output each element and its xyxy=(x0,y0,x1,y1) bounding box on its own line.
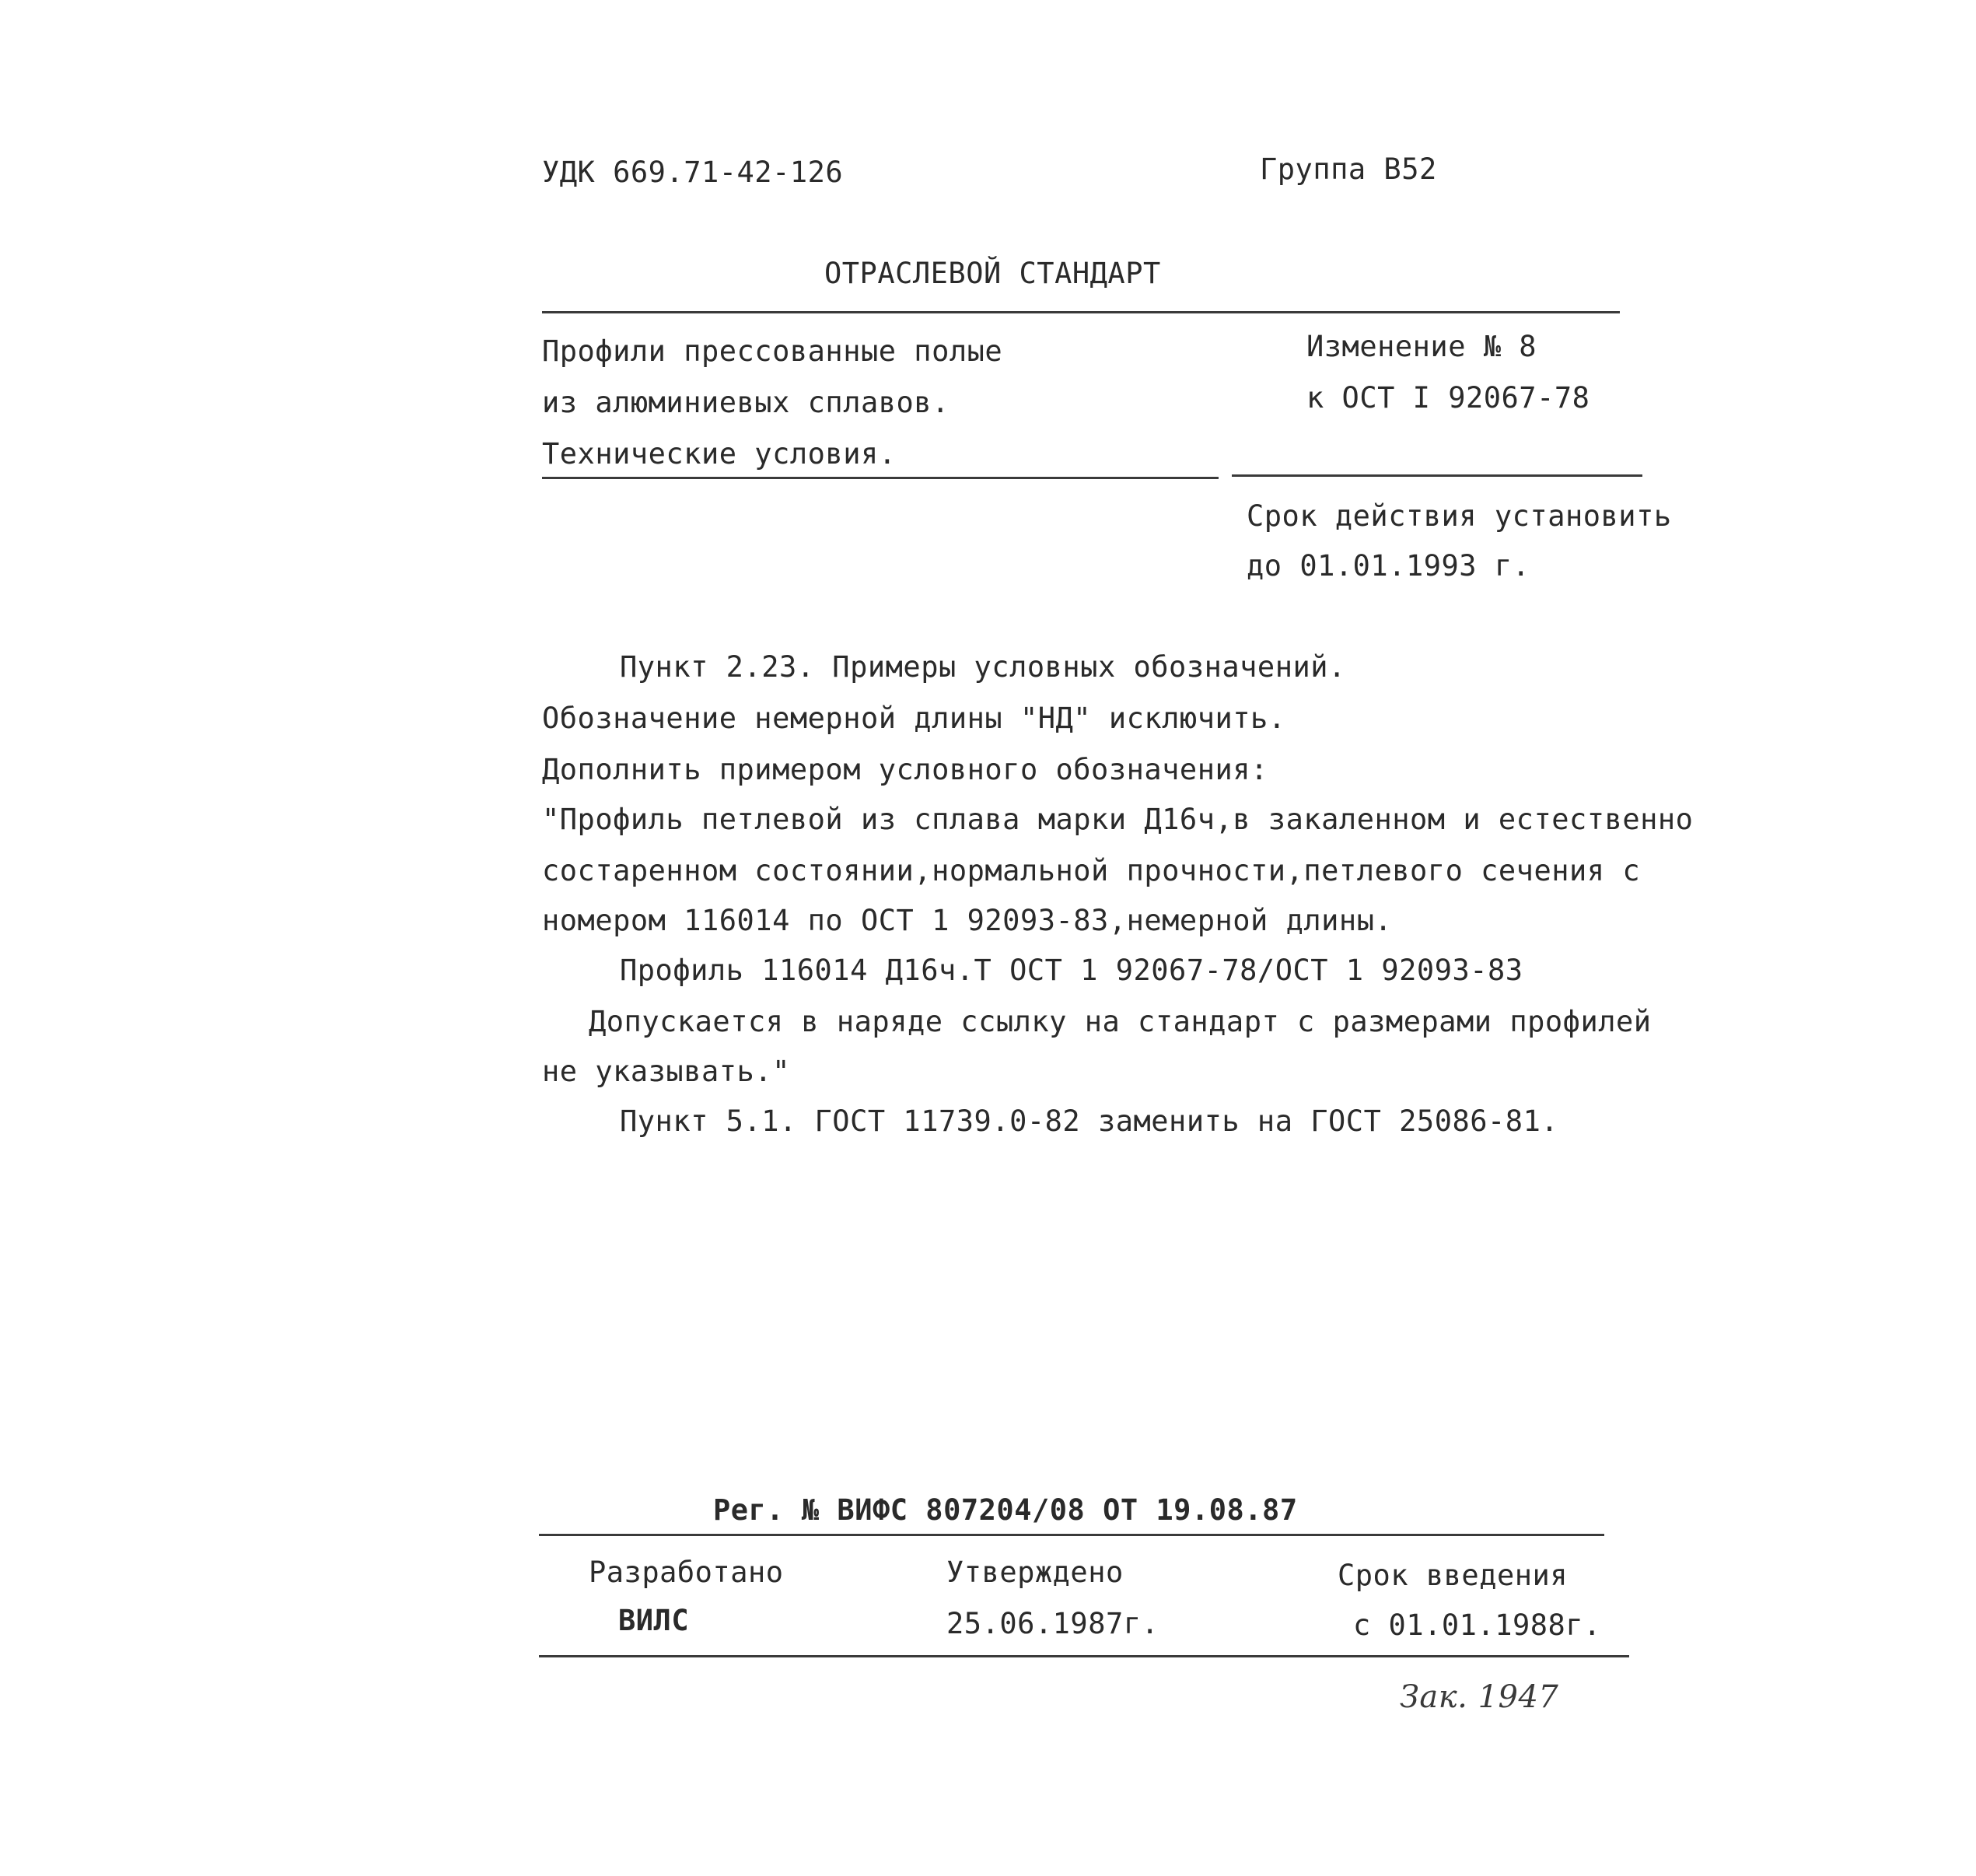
body-line-9: не указывать." xyxy=(542,1055,790,1088)
registration-number: Рег. № ВИФС 807204/08 ОТ 19.08.87 xyxy=(713,1493,1298,1527)
subject-line-2: из алюминиевых сплавов. xyxy=(542,386,950,419)
subject-line-1: Профили прессованные полые xyxy=(542,334,1003,368)
body-line-7: Профиль 116014 Д16ч.Т ОСТ 1 92067-78/ОСТ 1 92093-83 xyxy=(620,954,1523,987)
document-title: ОТРАСЛЕВОЙ СТАНДАРТ xyxy=(824,257,1161,290)
change-number: Изменение № 8 xyxy=(1306,330,1537,363)
body-line-6: номером 116014 по ОСТ 1 92093-83,немерной длины. xyxy=(542,904,1393,937)
body-line-2: Обозначение немерной длины "НД" исключить. xyxy=(542,702,1286,735)
subject-rule-bottom xyxy=(542,477,1219,479)
footer-rule-top xyxy=(539,1534,1604,1536)
subject-line-3: Технические условия. xyxy=(542,437,897,471)
body-line-5: состаренном состоянии,нормальной прочности,петлевого сечения с xyxy=(542,854,1641,887)
body-line-3: Дополнить примером условного обозначения: xyxy=(542,753,1268,786)
header-rule-top xyxy=(542,311,1620,313)
footer-rule-bottom xyxy=(539,1655,1629,1657)
intro-label: Срок введения xyxy=(1338,1559,1569,1592)
approved-value: 25.06.1987г. xyxy=(946,1607,1159,1640)
body-line-4: "Профиль петлевой из сплава марки Д16ч,в закаленном и естественно xyxy=(542,803,1694,836)
intro-value: с 01.01.1988г. xyxy=(1353,1608,1601,1642)
approved-label: Утверждено xyxy=(946,1556,1124,1589)
change-standard: к ОСТ I 92067-78 xyxy=(1306,381,1590,415)
body-line-8: Допускается в наряде ссылку на стандарт с размерами профилей xyxy=(589,1005,1652,1038)
group-code: Группа В52 xyxy=(1260,152,1437,186)
body-line-10: Пункт 5.1. ГОСТ 11739.0-82 заменить на ГОСТ 25086-81. xyxy=(620,1104,1559,1138)
udk-code: УДК 669.71-42-126 xyxy=(542,156,844,189)
body-line-1: Пункт 2.23. Примеры условных обозначений. xyxy=(620,650,1346,684)
developed-label: Разработано xyxy=(589,1556,784,1589)
handwritten-order-note: Зак. 1947 xyxy=(1400,1679,1559,1715)
validity-line-1: Срок действия установить xyxy=(1247,499,1672,533)
developed-value: ВИЛС xyxy=(618,1604,690,1637)
change-rule-bottom xyxy=(1232,474,1642,477)
validity-line-2: до 01.01.1993 г. xyxy=(1247,549,1530,583)
